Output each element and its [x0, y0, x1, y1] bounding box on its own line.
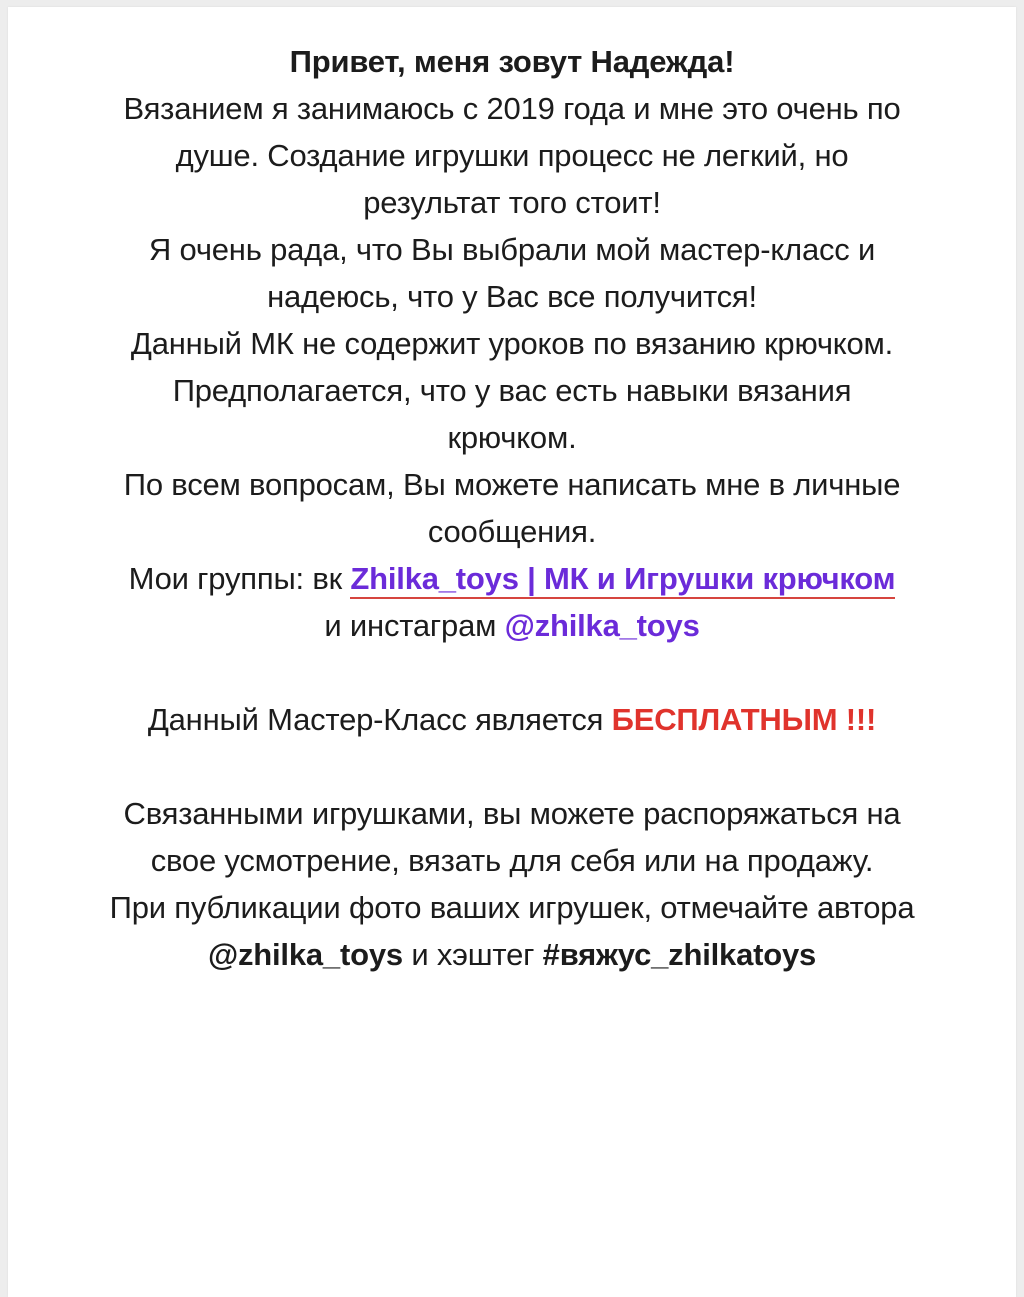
- usage-line-3: При публикации фото ваших игрушек, отмечайте автора: [109, 890, 915, 925]
- intro-line-7: Предполагается, что у вас есть навыки вязания: [172, 373, 852, 408]
- free-highlight: БЕСПЛАТНЫМ !!!: [611, 702, 877, 737]
- instagram-prefix: и инстаграм: [324, 608, 505, 643]
- intro-line-4: Я очень рада, что Вы выбрали мой мастер-класс и: [148, 232, 876, 267]
- spacer: [8, 649, 1016, 696]
- intro-line-2: душе. Создание игрушки процесс не легкий, но: [175, 138, 849, 173]
- instagram-line: [8, 602, 1016, 649]
- instagram-link[interactable]: @zhilka_toys: [504, 608, 700, 643]
- hashtag: #вяжус_zhilkatoys: [542, 937, 817, 972]
- free-notice-line: [8, 696, 1016, 743]
- intro-line-3: результат того стоит!: [363, 185, 661, 220]
- intro-line-9: По всем вопросам, Вы можете написать мне в личные: [123, 467, 901, 502]
- groups-prefix: Мои группы: вк: [128, 561, 351, 596]
- spacer: [8, 743, 1016, 790]
- greeting-heading: Привет, меня зовут Надежда!: [289, 44, 735, 79]
- usage-line-2: свое усмотрение, вязать для себя или на продажу.: [150, 843, 874, 878]
- usage-tags-line: [8, 931, 1016, 978]
- intro-line-6: Данный МК не содержит уроков по вязанию крючком.: [130, 326, 894, 361]
- intro-line-5: надеюсь, что у Вас все получится!: [267, 279, 757, 314]
- intro-line-1: Вязанием я занимаюсь с 2019 года и мне это очень по: [123, 91, 901, 126]
- usage-line-1: Связанными игрушками, вы можете распоряжаться на: [123, 796, 901, 831]
- document-page: [8, 7, 1016, 1297]
- intro-line-8: крючком.: [447, 420, 577, 455]
- free-notice-prefix: Данный Мастер-Класс является: [147, 702, 612, 737]
- vk-group-link[interactable]: Zhilka_toys | МК и Игрушки крючком: [350, 561, 895, 599]
- groups-line: [8, 555, 1016, 602]
- document-text: [8, 38, 1016, 978]
- hashtag-prefix: и хэштег: [402, 937, 543, 972]
- author-tag: @zhilka_toys: [207, 937, 403, 972]
- intro-line-10: сообщения.: [427, 514, 597, 549]
